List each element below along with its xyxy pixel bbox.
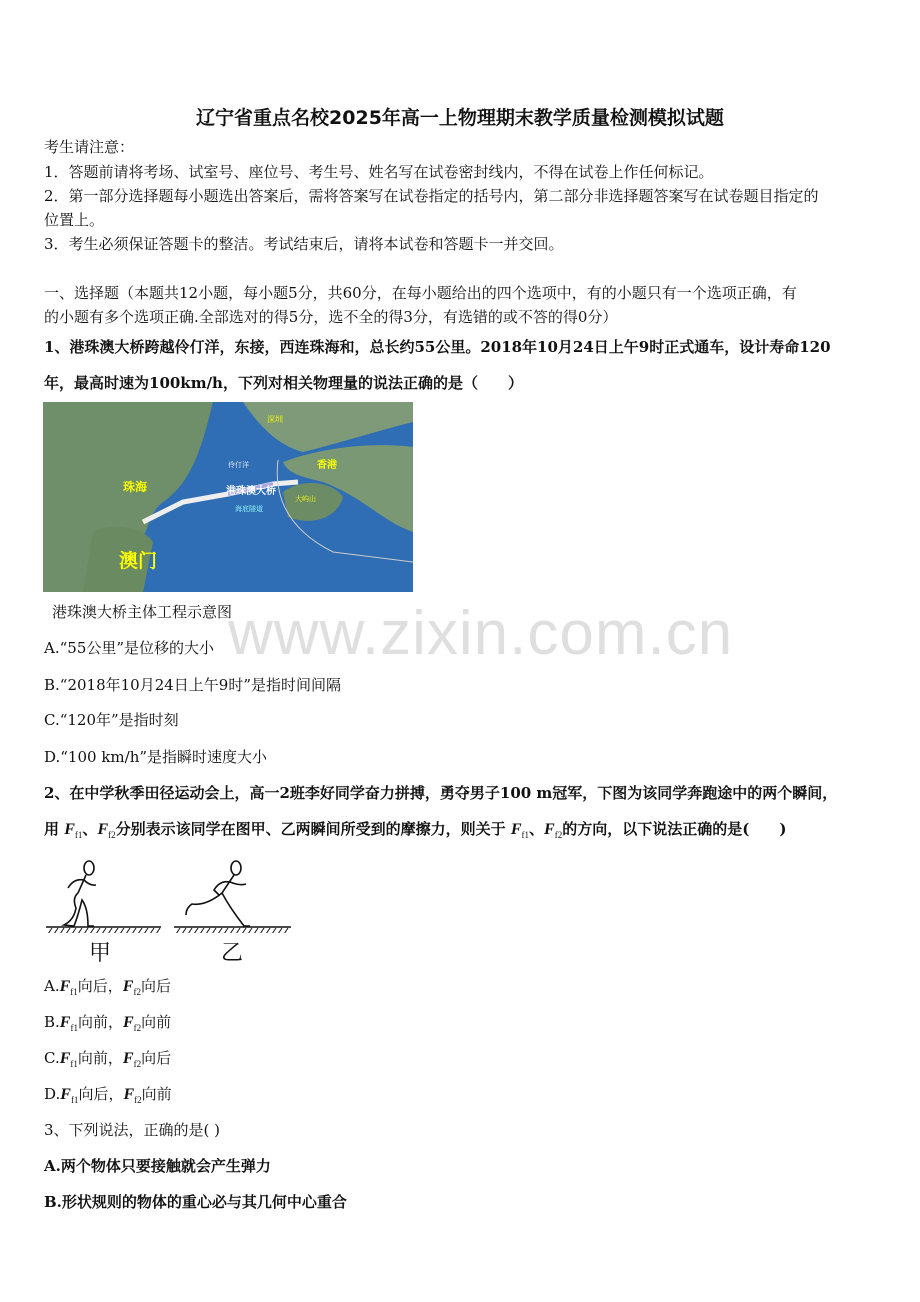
- text: 分别表示该同学在图甲、乙两瞬间所受到的摩擦力，则关于: [115, 820, 506, 838]
- section-heading: 一、选择题（本题共12小题，每小题5分，共60分，在每小题给出的四个选项中，有的小题只有一个选项正确，有: [44, 284, 797, 302]
- q2-option-d: [44, 1084, 172, 1110]
- text: 的方向，以下说法正确的是( ): [562, 820, 787, 838]
- text: F: [59, 1050, 71, 1067]
- text: F: [510, 821, 522, 838]
- q1-option-b: B.“2018年10月24日上午9时”是指时间间隔: [44, 676, 342, 694]
- map-label: 大屿山: [295, 495, 316, 503]
- force-symbol: [59, 1050, 78, 1070]
- text: 、: [529, 820, 545, 838]
- text: F: [59, 978, 71, 995]
- text: 用: [44, 820, 60, 838]
- text: F: [544, 821, 555, 838]
- q2-option-b: [44, 1012, 171, 1038]
- figure-label-yi: 乙: [221, 941, 244, 966]
- notice-item: 2．第一部分选择题每小题选出答案后，需将答案写在试卷指定的括号内，第二部分非选择题答案写在试卷题目指定的: [44, 187, 819, 205]
- page-title: 辽宁省重点名校2025年高一上物理期末教学质量检测模拟试题: [196, 107, 724, 129]
- text: 向前: [141, 1013, 172, 1031]
- text: F: [122, 1014, 134, 1031]
- force-symbol: [59, 1014, 78, 1034]
- q2-stem-2: [44, 819, 786, 845]
- force-symbol: [60, 1086, 79, 1106]
- q3-option-b: B.形状规则的物体的重心必与其几何中心重合: [44, 1193, 347, 1211]
- text: f1: [521, 830, 530, 841]
- text: f1: [70, 1023, 78, 1034]
- text: C.: [44, 1049, 60, 1067]
- map-label: 香港: [317, 460, 337, 471]
- notice-item: 1．答题前请将考场、试室号、座位号、考生号、姓名写在试卷密封线内，不得在试卷上作任何标记。: [44, 163, 714, 181]
- q1-stem: 年，最高时速为100km/h，下列对相关物理量的说法正确的是（ ）: [44, 374, 523, 392]
- bridge-map-image: [43, 402, 413, 592]
- text: 、: [82, 820, 98, 838]
- force-symbol: [97, 821, 116, 841]
- text: 向后: [141, 1049, 172, 1067]
- text: F: [60, 1086, 71, 1103]
- section-heading: 的小题有多个选项正确.全部选对的得5分，选不全的得3分，有选错的或不答的得0分）: [44, 308, 618, 326]
- force-symbol: [122, 978, 141, 998]
- q3-stem: 3、下列说法，正确的是( ): [44, 1121, 221, 1139]
- force-symbol: [544, 821, 563, 841]
- watermark: www.zixin.com.cn: [228, 599, 734, 668]
- text: f1: [74, 830, 83, 841]
- text: 向前: [141, 1085, 172, 1103]
- text: f2: [554, 830, 563, 841]
- text: F: [122, 1050, 134, 1067]
- notice-item: 3．考生必须保证答题卡的整洁。考试结束后，请将本试卷和答题卡一并交回。: [44, 235, 564, 253]
- map-caption: 港珠澳大桥主体工程示意图: [52, 603, 233, 621]
- text: F: [59, 1014, 71, 1031]
- text: f2: [133, 1059, 142, 1070]
- text: f1: [70, 1059, 78, 1070]
- notice-item: 位置上。: [44, 211, 105, 229]
- force-symbol: [510, 821, 530, 841]
- q2-option-a: [44, 976, 171, 1002]
- map-label: 港珠澳大桥: [226, 486, 276, 497]
- q3-option-a: A.两个物体只要接触就会产生弹力: [44, 1157, 271, 1175]
- map-label: 澳门: [119, 550, 158, 572]
- runner-drawing: [44, 858, 294, 933]
- force-symbol: [123, 1086, 142, 1106]
- force-symbol: [122, 1014, 142, 1034]
- text: 向前，: [77, 1049, 123, 1067]
- q2-stem: 2、在中学秋季田径运动会上，高一2班李好同学奋力拼搏，勇夺男子100 m冠军，下图为该同学奔跑途中的两个瞬间，: [44, 784, 838, 802]
- text: F: [64, 821, 75, 838]
- text: f1: [70, 987, 78, 998]
- text: F: [97, 821, 109, 838]
- map-label: 海底隧道: [235, 505, 263, 513]
- q1-option-d: D.“100 km/h”是指瞬时速度大小: [44, 748, 268, 766]
- force-symbol: [122, 1050, 142, 1070]
- q1-option-c: C.“120年”是指时刻: [44, 711, 179, 729]
- text: D.: [44, 1085, 61, 1103]
- map-label: 伶仃洋: [228, 461, 249, 469]
- text: 向后: [140, 977, 171, 995]
- notice-heading: 考生请注意：: [44, 138, 135, 156]
- force-symbol: [59, 978, 78, 998]
- map-label: 珠海: [123, 480, 148, 494]
- runner-figure: [44, 858, 294, 966]
- text: f2: [134, 1095, 142, 1106]
- map-label: 深圳: [267, 415, 283, 424]
- text: F: [122, 978, 134, 995]
- q1-option-a: A.“55公里”是位移的大小: [44, 639, 215, 657]
- text: 向前，: [77, 1013, 123, 1031]
- text: f2: [133, 987, 141, 998]
- figure-label-jia: 甲: [89, 941, 112, 966]
- text: 向后，: [78, 1085, 124, 1103]
- text: A.: [44, 977, 60, 995]
- text: f1: [70, 1095, 79, 1106]
- text: f2: [133, 1023, 142, 1034]
- q1-stem: 1、港珠澳大桥跨越伶仃洋，东接，西连珠海和，总长约55公里。2018年10月24日上午9时正式通车，设计寿命120: [44, 338, 831, 356]
- text: f2: [108, 830, 116, 841]
- text: 向后，: [77, 977, 123, 995]
- q2-option-c: [44, 1048, 171, 1074]
- text: B.: [44, 1013, 60, 1031]
- text: F: [123, 1086, 135, 1103]
- force-symbol: [64, 821, 83, 841]
